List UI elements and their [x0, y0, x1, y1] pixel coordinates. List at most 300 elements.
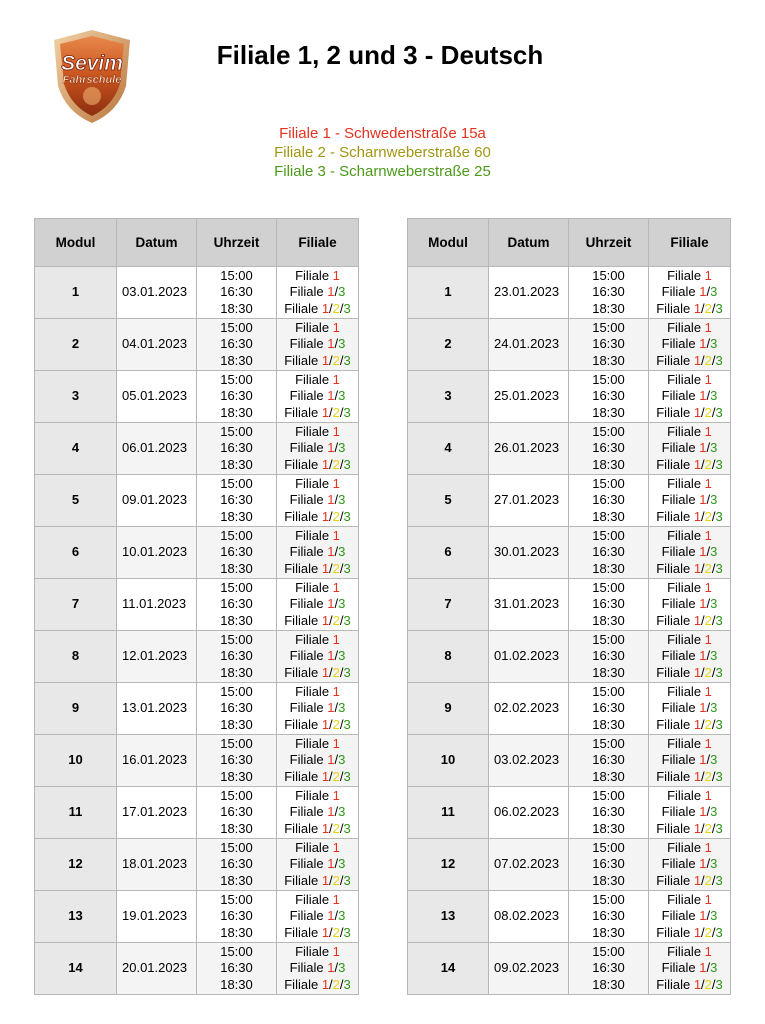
modul-cell: 10 — [35, 735, 117, 787]
date-cell: 17.01.2023 — [117, 787, 197, 839]
branch-num-1: 1 — [704, 372, 712, 388]
branch-prefix: Filiale — [284, 300, 322, 316]
branch-prefix: Filiale — [295, 268, 333, 284]
date-cell: 18.01.2023 — [117, 839, 197, 891]
branch-prefix: Filiale — [656, 664, 694, 680]
branch-cell — [649, 683, 731, 735]
time-1500: 15:00 — [220, 320, 253, 336]
branch-slash: / — [334, 284, 339, 300]
branch-num-1: 1 — [327, 908, 335, 924]
time-1830: 18:30 — [592, 716, 625, 732]
branch-num-3: 3 — [338, 388, 346, 404]
time-1630: 16:30 — [220, 700, 253, 716]
date-cell: 09.01.2023 — [117, 475, 197, 527]
time-1500: 15:00 — [220, 580, 253, 596]
time-cell — [569, 423, 649, 475]
time-cell — [197, 475, 277, 527]
time-cell — [197, 787, 277, 839]
branch-num-3: 3 — [343, 924, 351, 940]
branch-num-1: 1 — [699, 908, 707, 924]
branch-prefix: Filiale — [284, 404, 322, 420]
time-1630: 16:30 — [592, 856, 625, 872]
time-1500: 15:00 — [220, 268, 253, 284]
branch-num-3: 3 — [338, 700, 346, 716]
branch-num-3: 3 — [343, 404, 351, 420]
branch-prefix: Filiale — [667, 788, 705, 804]
table-row — [35, 735, 359, 787]
branch-slash: / — [329, 976, 333, 992]
branch-num-1: 1 — [693, 768, 702, 784]
branch-num-3: 3 — [710, 700, 718, 716]
branch-num-3: 3 — [338, 648, 346, 664]
page-title: Filiale 1, 2 und 3 - Deutsch — [216, 40, 544, 70]
branch-num-3: 3 — [343, 612, 351, 628]
branch-slash: / — [711, 352, 716, 368]
branch-num-1: 1 — [321, 612, 330, 628]
branch-cell — [277, 267, 359, 319]
branch-cell — [649, 579, 731, 631]
branch-prefix: Filiale — [295, 320, 333, 336]
branch-slash: / — [329, 300, 333, 316]
branch-num-1: 1 — [699, 492, 707, 508]
time-1500: 15:00 — [220, 840, 253, 856]
branch-cell — [649, 319, 731, 371]
branch-num-1: 1 — [704, 476, 712, 492]
branch-slash: / — [329, 924, 333, 940]
time-1630: 16:30 — [592, 284, 625, 300]
branch-num-1: 1 — [704, 684, 712, 700]
modul-cell: 3 — [35, 371, 117, 423]
branch-prefix: Filiale — [295, 944, 333, 960]
table-row — [408, 423, 731, 475]
branch-num-3: 3 — [715, 508, 723, 524]
date-cell: 19.01.2023 — [117, 891, 197, 943]
branch-cell — [277, 371, 359, 423]
branch-slash: / — [334, 908, 339, 924]
branch-slash: / — [711, 924, 716, 940]
time-cell — [569, 579, 649, 631]
branch-cell — [649, 943, 731, 995]
branch-cell — [649, 475, 731, 527]
branch-num-3: 3 — [343, 508, 351, 524]
shield-logo-icon — [46, 26, 138, 126]
modul-cell: 4 — [408, 423, 489, 475]
branch-num-1: 1 — [693, 976, 702, 992]
table-row — [408, 267, 731, 319]
branch-cell — [649, 891, 731, 943]
branch-num-3: 3 — [343, 716, 351, 732]
branch-slash: / — [339, 612, 344, 628]
branch-num-1: 1 — [693, 716, 702, 732]
time-1830: 18:30 — [220, 872, 253, 888]
branch-slash: / — [706, 752, 711, 768]
branch-num-1: 1 — [693, 924, 702, 940]
branch-slash: / — [339, 456, 344, 472]
branch-slash: / — [334, 700, 339, 716]
branch-num-3: 3 — [715, 664, 723, 680]
modul-cell: 1 — [408, 267, 489, 319]
table-row — [408, 527, 731, 579]
branch-prefix: Filiale — [656, 716, 694, 732]
branch-slash: / — [334, 544, 339, 560]
branch-prefix: Filiale — [289, 284, 328, 300]
branch-prefix: Filiale — [661, 544, 700, 560]
time-cell — [197, 943, 277, 995]
branch-num-1: 1 — [704, 580, 712, 596]
branch-prefix: Filiale — [289, 908, 328, 924]
table-row — [35, 579, 359, 631]
branch-num-3: 3 — [338, 492, 346, 508]
time-1500: 15:00 — [592, 892, 625, 908]
branch-num-1: 1 — [699, 700, 707, 716]
branch-slash: / — [711, 664, 716, 680]
branch-num-1: 1 — [332, 424, 340, 440]
branch-num-1: 1 — [332, 736, 340, 752]
branch-num-1: 1 — [699, 960, 707, 976]
time-1630: 16:30 — [592, 544, 625, 560]
branch-prefix: Filiale — [656, 820, 694, 836]
branch-num-1: 1 — [327, 700, 335, 716]
branch-num-1: 1 — [327, 544, 335, 560]
time-1830: 18:30 — [220, 924, 253, 940]
branch-num-2: 2 — [332, 976, 340, 992]
modul-cell: 3 — [408, 371, 489, 423]
branch-num-3: 3 — [343, 768, 351, 784]
branch-num-2: 2 — [704, 352, 712, 368]
branch-slash: / — [329, 456, 333, 472]
branch-slash: / — [339, 820, 344, 836]
date-cell: 06.02.2023 — [489, 787, 569, 839]
branch-prefix: Filiale — [656, 508, 694, 524]
branch-prefix: Filiale — [667, 476, 705, 492]
date-cell: 09.02.2023 — [489, 943, 569, 995]
branch-num-3: 3 — [710, 284, 718, 300]
branch-cell — [649, 735, 731, 787]
branch-prefix: Filiale — [661, 856, 700, 872]
branch-prefix: Filiale — [295, 736, 333, 752]
branch-cell — [277, 475, 359, 527]
modul-cell: 2 — [35, 319, 117, 371]
col-header-datum: Datum — [489, 219, 569, 267]
branch-cell — [649, 527, 731, 579]
branch-cell — [649, 267, 731, 319]
branch-prefix: Filiale — [289, 752, 328, 768]
branch-num-3: 3 — [715, 716, 723, 732]
branch-cell — [277, 423, 359, 475]
time-1630: 16:30 — [592, 492, 625, 508]
branch-prefix: Filiale — [661, 804, 700, 820]
branch-num-3: 3 — [343, 300, 351, 316]
branch-num-1: 1 — [704, 788, 712, 804]
branch-num-1: 1 — [699, 284, 707, 300]
branch-slash: / — [706, 960, 711, 976]
table-row — [35, 631, 359, 683]
time-1630: 16:30 — [592, 700, 625, 716]
branch-prefix: Filiale — [289, 648, 328, 664]
date-cell: 20.01.2023 — [117, 943, 197, 995]
branch-prefix: Filiale — [656, 352, 694, 368]
branch-num-3: 3 — [710, 388, 718, 404]
branch-slash: / — [701, 716, 705, 732]
branch-prefix: Filiale — [661, 284, 700, 300]
branch-num-1: 1 — [321, 664, 330, 680]
branch-num-1: 1 — [321, 560, 330, 576]
branch-num-1: 1 — [699, 752, 707, 768]
branch-slash: / — [706, 492, 711, 508]
branch-num-1: 1 — [327, 648, 335, 664]
branch-slash: / — [706, 908, 711, 924]
branch-slash: / — [706, 544, 711, 560]
branch-num-2: 2 — [704, 872, 712, 888]
table-row — [35, 267, 359, 319]
branch-slash: / — [339, 664, 344, 680]
branch-num-1: 1 — [704, 892, 712, 908]
branch-num-1: 1 — [699, 336, 707, 352]
branch-cell — [649, 839, 731, 891]
branch-num-3: 3 — [715, 872, 723, 888]
time-1500: 15:00 — [220, 528, 253, 544]
time-cell — [197, 423, 277, 475]
time-cell — [569, 839, 649, 891]
table-row — [35, 527, 359, 579]
branch-prefix: Filiale — [295, 684, 333, 700]
date-cell: 01.02.2023 — [489, 631, 569, 683]
branch-num-3: 3 — [338, 804, 346, 820]
time-1500: 15:00 — [592, 736, 625, 752]
branch-slash: / — [339, 352, 344, 368]
branch-num-1: 1 — [704, 268, 712, 284]
branch-prefix: Filiale — [295, 476, 333, 492]
branch-num-3: 3 — [715, 352, 723, 368]
branch-num-1: 1 — [332, 684, 340, 700]
branch-num-2: 2 — [704, 716, 712, 732]
date-cell: 31.01.2023 — [489, 579, 569, 631]
time-cell — [569, 631, 649, 683]
time-1630: 16:30 — [220, 544, 253, 560]
branch-cell — [277, 891, 359, 943]
branch-slash: / — [334, 440, 339, 456]
time-cell — [569, 267, 649, 319]
branch-slash: / — [706, 648, 711, 664]
branch-cell — [277, 527, 359, 579]
table-row — [35, 891, 359, 943]
branch-num-3: 3 — [710, 336, 718, 352]
branch-slash: / — [329, 508, 333, 524]
branch-slash: / — [706, 596, 711, 612]
branch-slash: / — [711, 300, 716, 316]
time-1830: 18:30 — [592, 404, 625, 420]
table-row — [408, 787, 731, 839]
branch-num-1: 1 — [321, 456, 330, 472]
branch-num-2: 2 — [704, 404, 712, 420]
branch-num-3: 3 — [715, 976, 723, 992]
branch-num-1: 1 — [332, 944, 340, 960]
branch-slash: / — [711, 976, 716, 992]
branch-num-2: 2 — [332, 404, 340, 420]
time-1630: 16:30 — [220, 336, 253, 352]
branch-num-2: 2 — [704, 664, 712, 680]
branch-prefix: Filiale — [284, 664, 322, 680]
table-row — [35, 683, 359, 735]
branch-prefix: Filiale — [284, 352, 322, 368]
time-1830: 18:30 — [220, 716, 253, 732]
modul-cell: 5 — [408, 475, 489, 527]
branch-num-3: 3 — [338, 596, 346, 612]
branch-num-1: 1 — [321, 716, 330, 732]
branch-prefix: Filiale — [667, 320, 705, 336]
time-1630: 16:30 — [592, 908, 625, 924]
time-cell — [569, 943, 649, 995]
branch-num-3: 3 — [338, 908, 346, 924]
time-1500: 15:00 — [220, 476, 253, 492]
schedule-table-left — [34, 218, 359, 995]
branch-num-3: 3 — [710, 960, 718, 976]
modul-cell: 9 — [35, 683, 117, 735]
branch-num-1: 1 — [332, 580, 340, 596]
time-1830: 18:30 — [592, 612, 625, 628]
branch-num-3: 3 — [715, 768, 723, 784]
table-row — [408, 371, 731, 423]
time-1500: 15:00 — [220, 632, 253, 648]
branch-num-1: 1 — [704, 944, 712, 960]
time-1830: 18:30 — [592, 924, 625, 940]
branch-prefix: Filiale — [289, 440, 328, 456]
date-cell: 10.01.2023 — [117, 527, 197, 579]
time-1500: 15:00 — [592, 580, 625, 596]
branch-num-2: 2 — [332, 768, 340, 784]
branch-prefix: Filiale — [656, 300, 694, 316]
branch-num-1: 1 — [327, 440, 335, 456]
branch-num-1: 1 — [699, 856, 707, 872]
table-row — [408, 943, 731, 995]
branch-num-1: 1 — [321, 820, 330, 836]
date-cell: 12.01.2023 — [117, 631, 197, 683]
branch-prefix: Filiale — [284, 976, 322, 992]
time-1830: 18:30 — [220, 300, 253, 316]
logo-text-bottom: Fahrschule — [62, 74, 122, 86]
branch-1-label: Filiale 1 - Schwedenstraße 15a — [279, 125, 486, 142]
col-header-uhrzeit: Uhrzeit — [569, 219, 649, 267]
branch-prefix: Filiale — [667, 736, 705, 752]
branch-num-1: 1 — [693, 508, 702, 524]
branch-num-3: 3 — [338, 544, 346, 560]
branch-prefix: Filiale — [661, 492, 700, 508]
branch-num-3: 3 — [343, 872, 351, 888]
time-cell — [197, 839, 277, 891]
time-1630: 16:30 — [592, 804, 625, 820]
branch-num-1: 1 — [321, 404, 330, 420]
branch-cell — [277, 631, 359, 683]
branch-slash: / — [339, 300, 344, 316]
branch-num-1: 1 — [332, 476, 340, 492]
time-1830: 18:30 — [220, 560, 253, 576]
time-1830: 18:30 — [220, 976, 253, 992]
branch-slash: / — [706, 440, 711, 456]
branch-prefix: Filiale — [661, 752, 700, 768]
branch-prefix: Filiale — [284, 924, 322, 940]
branch-num-3: 3 — [338, 440, 346, 456]
branch-num-2: 2 — [332, 560, 340, 576]
branch-slash: / — [334, 492, 339, 508]
branch-slash: / — [329, 716, 333, 732]
branch-slash: / — [711, 456, 716, 472]
table-row — [408, 839, 731, 891]
time-cell — [197, 735, 277, 787]
branch-num-1: 1 — [327, 388, 335, 404]
modul-cell: 12 — [35, 839, 117, 891]
branch-slash: / — [706, 284, 711, 300]
branch-prefix: Filiale — [289, 960, 328, 976]
time-1830: 18:30 — [220, 508, 253, 524]
modul-cell: 1 — [35, 267, 117, 319]
date-cell: 03.01.2023 — [117, 267, 197, 319]
branch-slash: / — [329, 872, 333, 888]
time-cell — [197, 371, 277, 423]
branch-num-1: 1 — [693, 352, 702, 368]
modul-cell: 6 — [35, 527, 117, 579]
date-cell: 25.01.2023 — [489, 371, 569, 423]
branch-slash: / — [701, 300, 705, 316]
branch-prefix: Filiale — [661, 648, 700, 664]
branch-prefix: Filiale — [295, 632, 333, 648]
branch-slash: / — [329, 664, 333, 680]
time-1830: 18:30 — [592, 820, 625, 836]
table-row — [408, 475, 731, 527]
branch-num-3: 3 — [710, 492, 718, 508]
logo-text-top: Sevim — [61, 52, 123, 75]
branch-prefix: Filiale — [284, 872, 322, 888]
time-1630: 16:30 — [592, 960, 625, 976]
branch-num-2: 2 — [332, 456, 340, 472]
branch-num-3: 3 — [710, 648, 718, 664]
branch-num-3: 3 — [710, 544, 718, 560]
branch-num-1: 1 — [693, 664, 702, 680]
time-1500: 15:00 — [592, 684, 625, 700]
branch-cell — [649, 631, 731, 683]
branch-num-1: 1 — [693, 300, 702, 316]
branch-num-3: 3 — [710, 908, 718, 924]
table-row — [35, 371, 359, 423]
modul-cell: 14 — [408, 943, 489, 995]
branch-slash: / — [329, 820, 333, 836]
branch-prefix: Filiale — [284, 612, 322, 628]
branch-prefix: Filiale — [284, 768, 322, 784]
branch-num-3: 3 — [715, 820, 723, 836]
branch-num-1: 1 — [332, 320, 340, 336]
branch-slash: / — [329, 352, 333, 368]
date-cell: 08.02.2023 — [489, 891, 569, 943]
time-1500: 15:00 — [592, 320, 625, 336]
branch-num-1: 1 — [693, 612, 702, 628]
branch-num-1: 1 — [704, 424, 712, 440]
time-1630: 16:30 — [220, 284, 253, 300]
table-row — [408, 683, 731, 735]
branch-num-1: 1 — [321, 300, 330, 316]
branch-slash: / — [339, 872, 344, 888]
branch-prefix: Filiale — [667, 424, 705, 440]
date-cell: 03.02.2023 — [489, 735, 569, 787]
branch-num-3: 3 — [338, 960, 346, 976]
time-1500: 15:00 — [592, 424, 625, 440]
time-1500: 15:00 — [220, 736, 253, 752]
branch-num-3: 3 — [338, 752, 346, 768]
time-1830: 18:30 — [592, 300, 625, 316]
modul-cell: 4 — [35, 423, 117, 475]
branch-slash: / — [706, 856, 711, 872]
branch-slash: / — [329, 612, 333, 628]
table-row — [408, 579, 731, 631]
branch-num-3: 3 — [710, 440, 718, 456]
